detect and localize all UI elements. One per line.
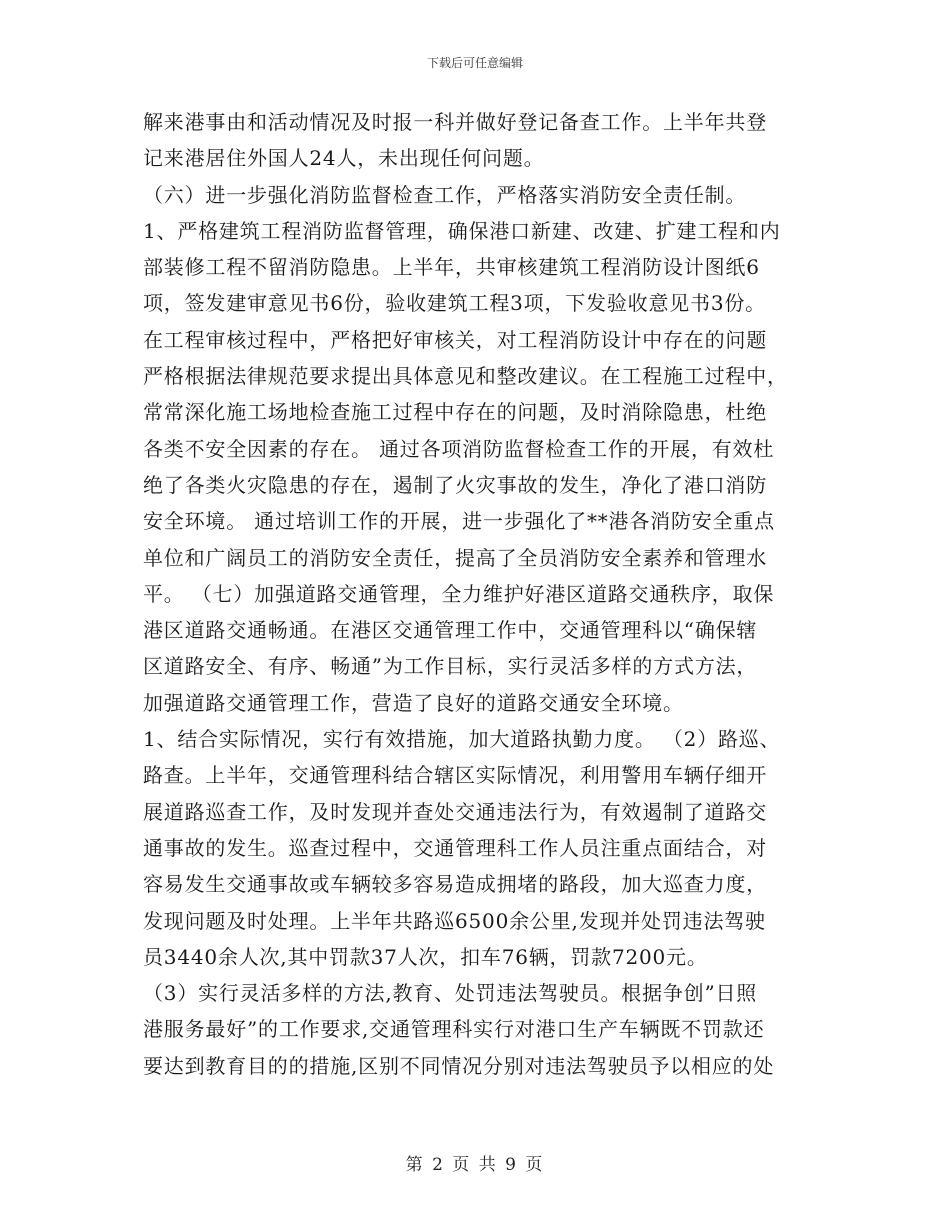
text-line: 记来港居住外国人24人，未出现任何问题。 [143,146,545,171]
text-line: 1、严格建筑工程消防监督管理，确保港口新建、改建、扩建工程和内 [143,218,781,243]
text-line: 发现问题及时处理。上半年共路巡6500余公里,发现并处罚违法驾驶 [143,908,766,933]
document-body [143,104,811,1084]
text-line: 区道路安全、有序、畅通”为工作目标，实行灵活多样的方式方法， [143,654,758,679]
text-line: 严格根据法律规范要求提出具体意见和整改建议。在工程施工过程中， [143,364,788,389]
text-line: 加强道路交通管理工作，营造了良好的道路交通安全环境。 [143,690,684,715]
text-line: 常常深化施工场地检查施工过程中存在的问题，及时消除隐患，杜绝 [143,400,767,425]
text-line: 路查。上半年，交通管理科结合辖区实际情况，利用警用车辆仔细开 [143,763,767,788]
text-line: 港区道路交通畅通。在港区交通管理工作中，交通管理科以“确保辖 [143,618,758,643]
text-line: 通事故的发生。巡查过程中，交通管理科工作人员注重点面结合，对 [143,835,767,860]
page-number: 第 2 页 共 9 页 [405,1155,545,1175]
text-line: （六）进一步强化消防监督检查工作，严格落实消防安全责任制。 [143,182,747,207]
text-line: 各类不安全因素的存在。 通过各项消防监督检查工作的开展，有效杜 [143,436,775,461]
text-line: 展道路巡查工作，及时发现并查处交通违法行为，有效遏制了道路交 [143,799,767,824]
text-line: 平。 （七）加强道路交通管理，全力维护好港区道路交通秩序，取保 [143,581,775,606]
text-line: 容易发生交通事故或车辆较多容易造成拥堵的路段，加大巡查力度， [143,872,767,897]
text-line: 解来港事由和活动情况及时报一科并做好登记备查工作。上半年共登 [143,110,767,134]
text-line: 员3440余人次,其中罚款37人次，扣车76辆，罚款7200元。 [143,944,708,969]
text-line: 绝了各类火灾隐患的存在，遏制了火灾事故的发生，净化了港口消防 [143,472,767,497]
text-line: 1、结合实际情况，实行有效措施，加大道路执勤力度。 （2）路巡、 [143,727,781,752]
text-line: 项，签发建审意见书6份，验收建筑工程3项，下发验收意见书3份。 [143,291,766,316]
text-line: （3）实行灵活多样的方法,教育、处罚违法驾驶员。根据争创”日照 [143,981,758,1006]
text-line: 安全环境。 通过培训工作的开展，进一步强化了**港各消防安全重点 [143,509,775,534]
text-line: 单位和广阔员工的消防安全责任，提高了全员消防安全素养和管理水 [143,545,767,570]
text-line: 部装修工程不留消防隐患。上半年，共审核建筑工程消防设计图纸6 [143,255,760,280]
text-line: 在工程审核过程中，严格把好审核关，对工程消防设计中存在的问题 [143,327,767,352]
text-line: 港服务最好”的工作要求,交通管理科实行对港口生产车辆既不罚款还 [143,1017,765,1042]
text-line: 要达到教育目的的措施,区别不同情况分别对违法驾驶员予以相应的处 [143,1053,775,1078]
page-header: 下载后可任意编辑 [426,56,523,70]
